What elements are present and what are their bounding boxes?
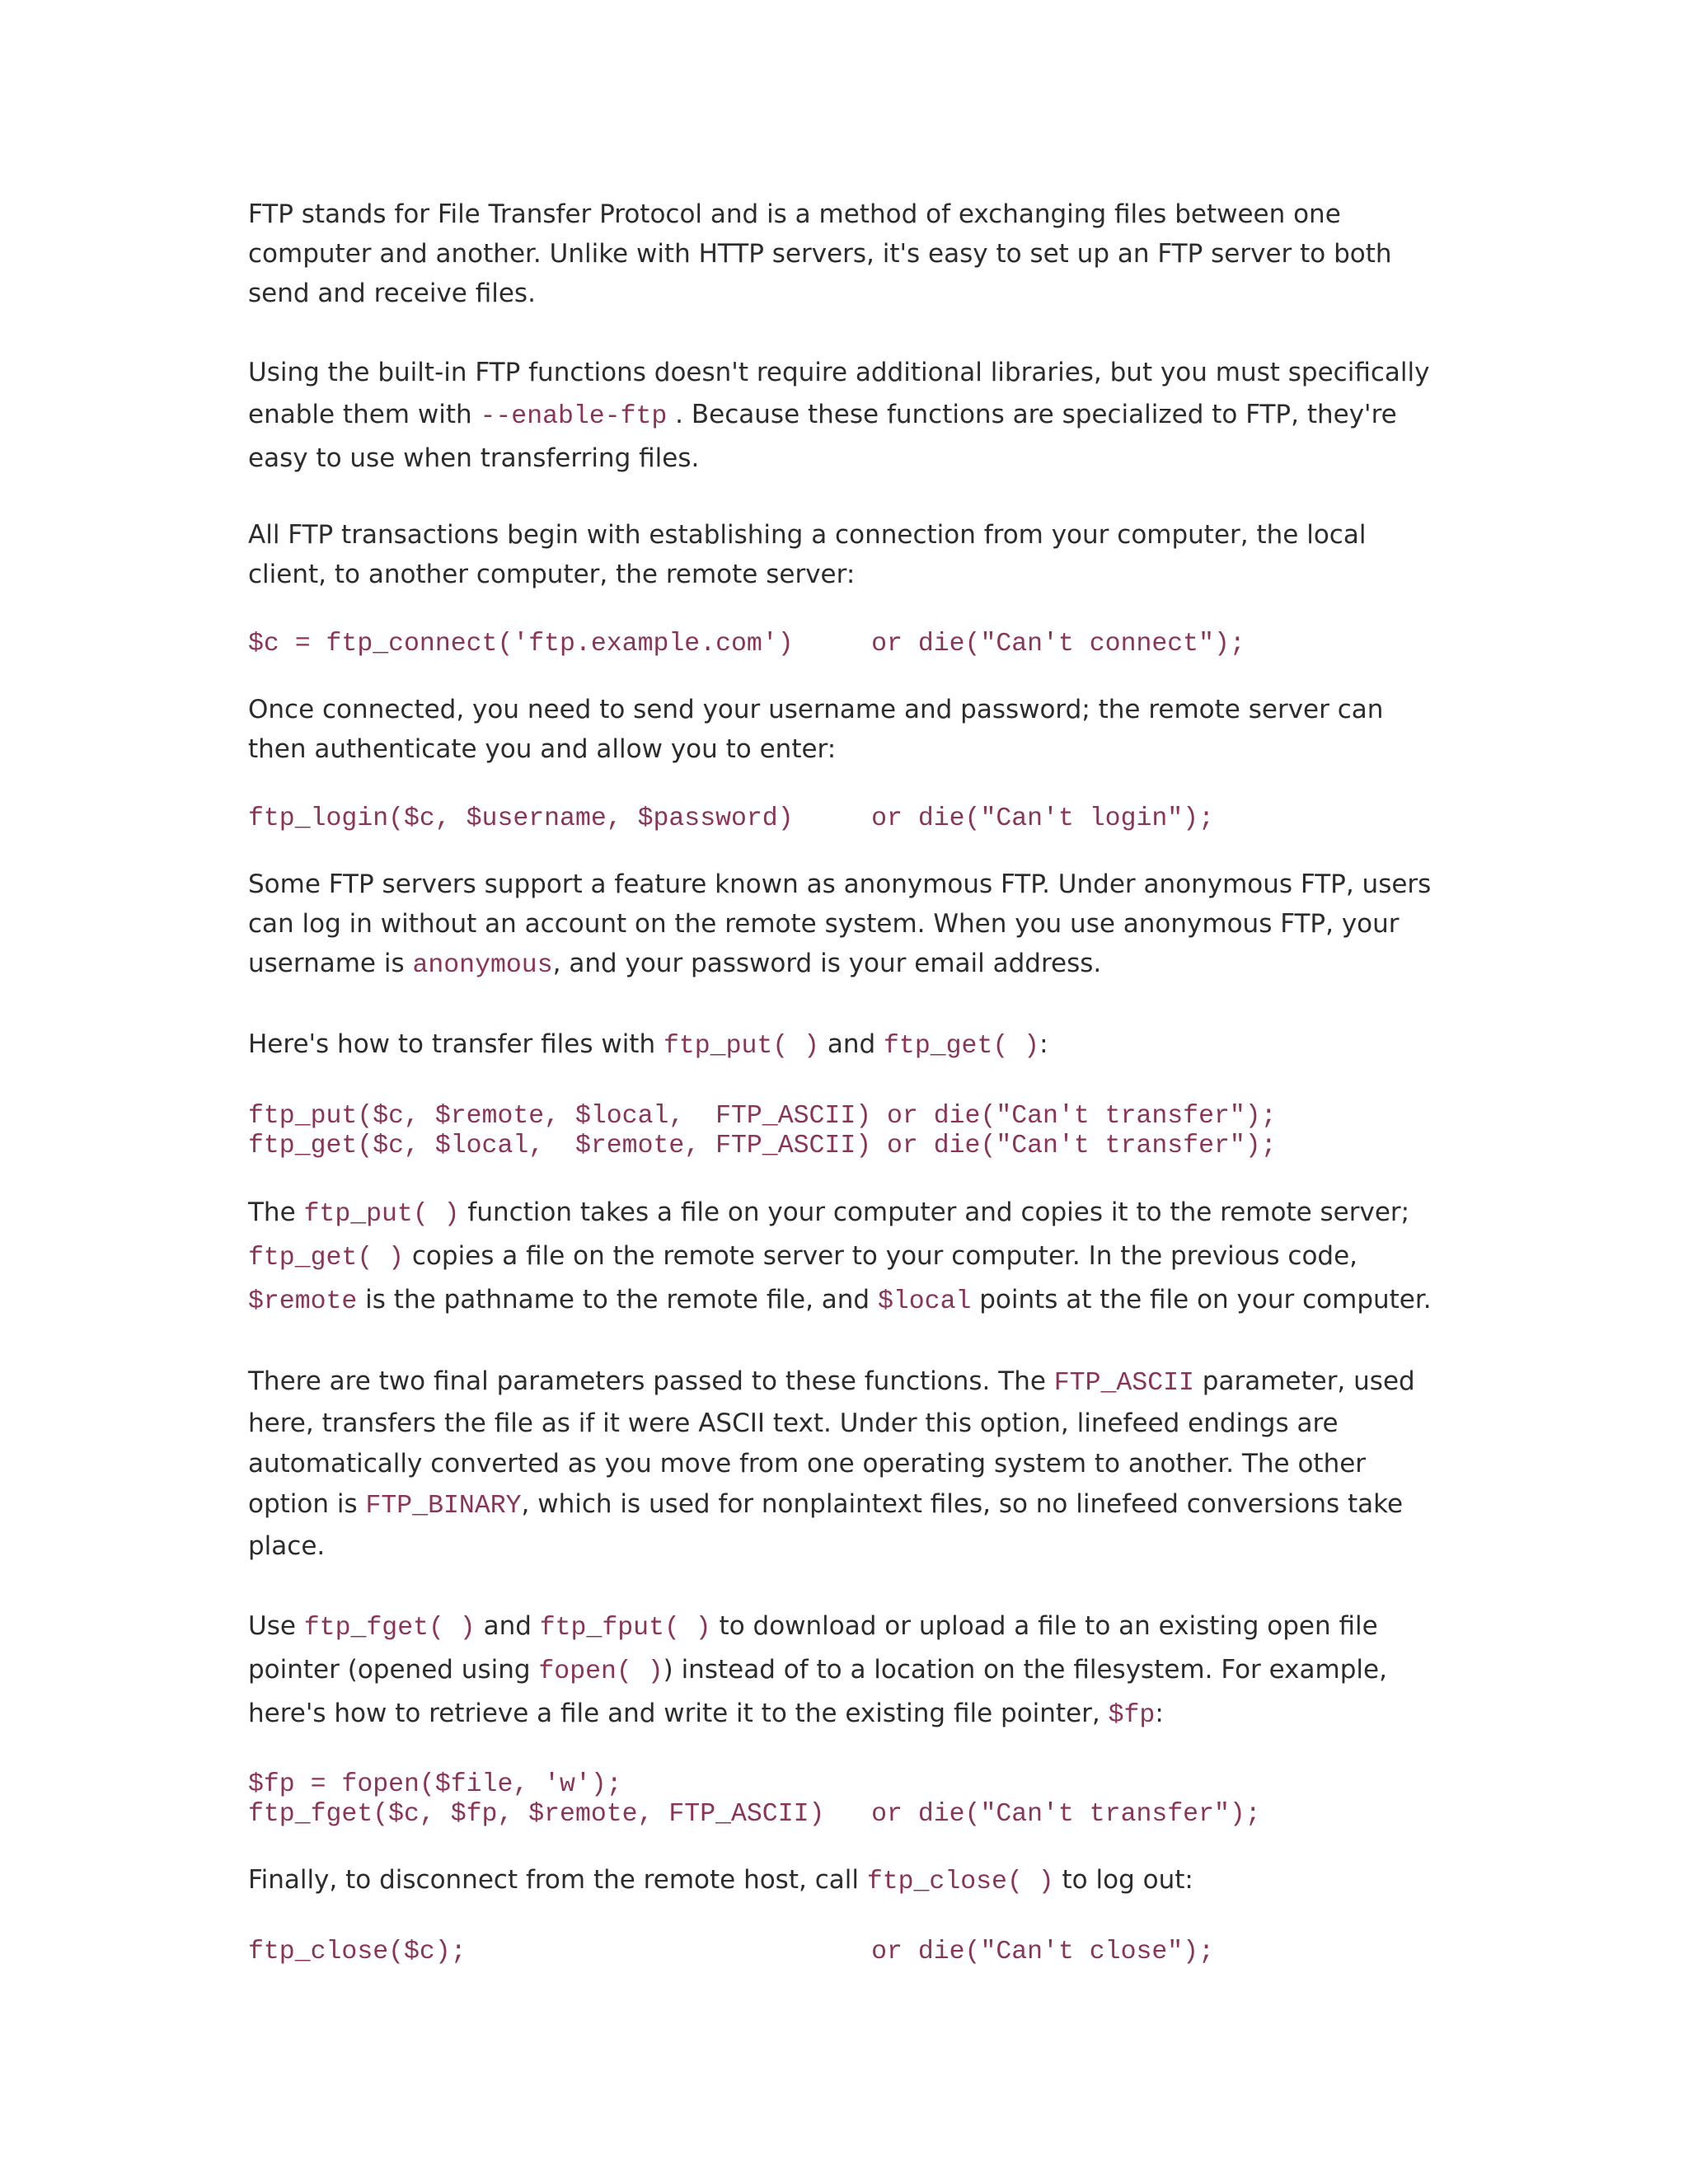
code-block-put-get: ftp_put($c, $remote, $local, FTP_ASCII) or die("Can't transfer"); ftp_get($c, $local, $remote, FTP_ASCII) or die("Can't transfer"); (248, 1102, 1277, 1160)
inline-code: ftp_put( ) (663, 1032, 819, 1061)
text: : (1155, 1699, 1164, 1728)
text: , and your password is your email address. (552, 949, 1102, 978)
text: The (248, 1197, 304, 1227)
paragraph-final-parameters (248, 1361, 1443, 1567)
inline-code: fopen( ) (538, 1657, 663, 1686)
inline-code: FTP_BINARY (365, 1492, 522, 1521)
text: function takes a file on your computer and copies it to the remote server; (459, 1197, 1410, 1227)
code-block-fget: $fp = fopen($file, 'w'); ftp_fget($c, $fp, $remote, FTP_ASCII) or die("Can't transfer"); (248, 1770, 1261, 1829)
text: to log out: (1053, 1865, 1193, 1895)
text: ) instead of to a location on the filesystem. For example, here's how to retrieve a file and write it to the existing file pointer, (248, 1655, 1387, 1728)
code-block-close: ftp_close($c); or die("Can't close"); (248, 1938, 1214, 1966)
text: Some FTP servers support a feature known as anonymous FTP. Under anonymous FTP, users can log in without an account on the remote system. When you use anonymous FTP, your username is (248, 869, 1432, 978)
text: Here's how to transfer files with (248, 1029, 663, 1059)
text: , which is used for nonplaintext files, so no linefeed conversions take place. (248, 1489, 1404, 1561)
inline-code: ftp_fput( ) (539, 1614, 711, 1643)
text: is the pathname to the remote file, and (357, 1285, 878, 1315)
inline-code: FTP_ASCII (1053, 1369, 1194, 1398)
code-block-login: ftp_login($c, $username, $password) or die("Can't login"); (248, 804, 1214, 833)
text: copies a file on the remote server to your computer. In the previous code, (404, 1241, 1358, 1271)
inline-code: $fp (1108, 1701, 1156, 1730)
text: and (819, 1029, 884, 1059)
paragraph-fget-fput (248, 1605, 1443, 1736)
paragraph-transfer (248, 1024, 1443, 1066)
inline-code: ftp_fget( ) (303, 1614, 476, 1643)
text: There are two final parameters passed to these functions. The (248, 1366, 1054, 1396)
inline-code: --enable-ftp (480, 402, 668, 431)
text: to download or upload a file to an existing open file pointer (opened using (248, 1611, 1378, 1685)
paragraph-disconnect (248, 1860, 1443, 1902)
text: and (475, 1611, 540, 1641)
text: Finally, to disconnect from the remote host, call (248, 1865, 867, 1895)
paragraph-ftp-intro: FTP stands for File Transfer Protocol and is a method of exchanging files between one computer and another. Unlike with HTTP servers, it's easy to set up an FTP server to both send and receive files. (248, 199, 1392, 308)
text: points at the file on your computer. (971, 1285, 1432, 1315)
document-body (248, 194, 1443, 1967)
inline-code: ftp_get( ) (884, 1032, 1040, 1061)
text: Using the built-in FTP functions doesn't require additional libraries, but you must specifically enable them with (248, 358, 1430, 429)
text: . Because these functions are specialized to FTP, they're easy to use when transferring files. (248, 400, 1397, 473)
inline-code: ftp_close( ) (866, 1868, 1054, 1896)
code-block-connect: $c = ftp_connect('ftp.example.com') or die("Can't connect"); (248, 630, 1245, 658)
inline-code: ftp_put( ) (303, 1200, 460, 1229)
inline-code: $local (877, 1287, 972, 1316)
text: parameter, used here, transfers the file as if it were ASCII text. Under this option, linefeed endings are automatically converted as you move from one operating system to another. The other option is (248, 1366, 1415, 1519)
paragraph-connection: All FTP transactions begin with establishing a connection from your computer, the local client, to another computer, the remote server: (248, 520, 1367, 589)
inline-code: anonymous (412, 951, 553, 980)
paragraph-login: Once connected, you need to send your username and password; the remote server can then authenticate you and allow you to enter: (248, 695, 1384, 764)
text: Use (248, 1611, 304, 1641)
paragraph-builtin-functions (248, 352, 1443, 480)
paragraph-anonymous-ftp (248, 865, 1443, 986)
text: : (1039, 1029, 1048, 1059)
inline-code: $remote (248, 1287, 358, 1316)
paragraph-put-get-explained (248, 1192, 1443, 1323)
inline-code: ftp_get( ) (248, 1244, 405, 1272)
